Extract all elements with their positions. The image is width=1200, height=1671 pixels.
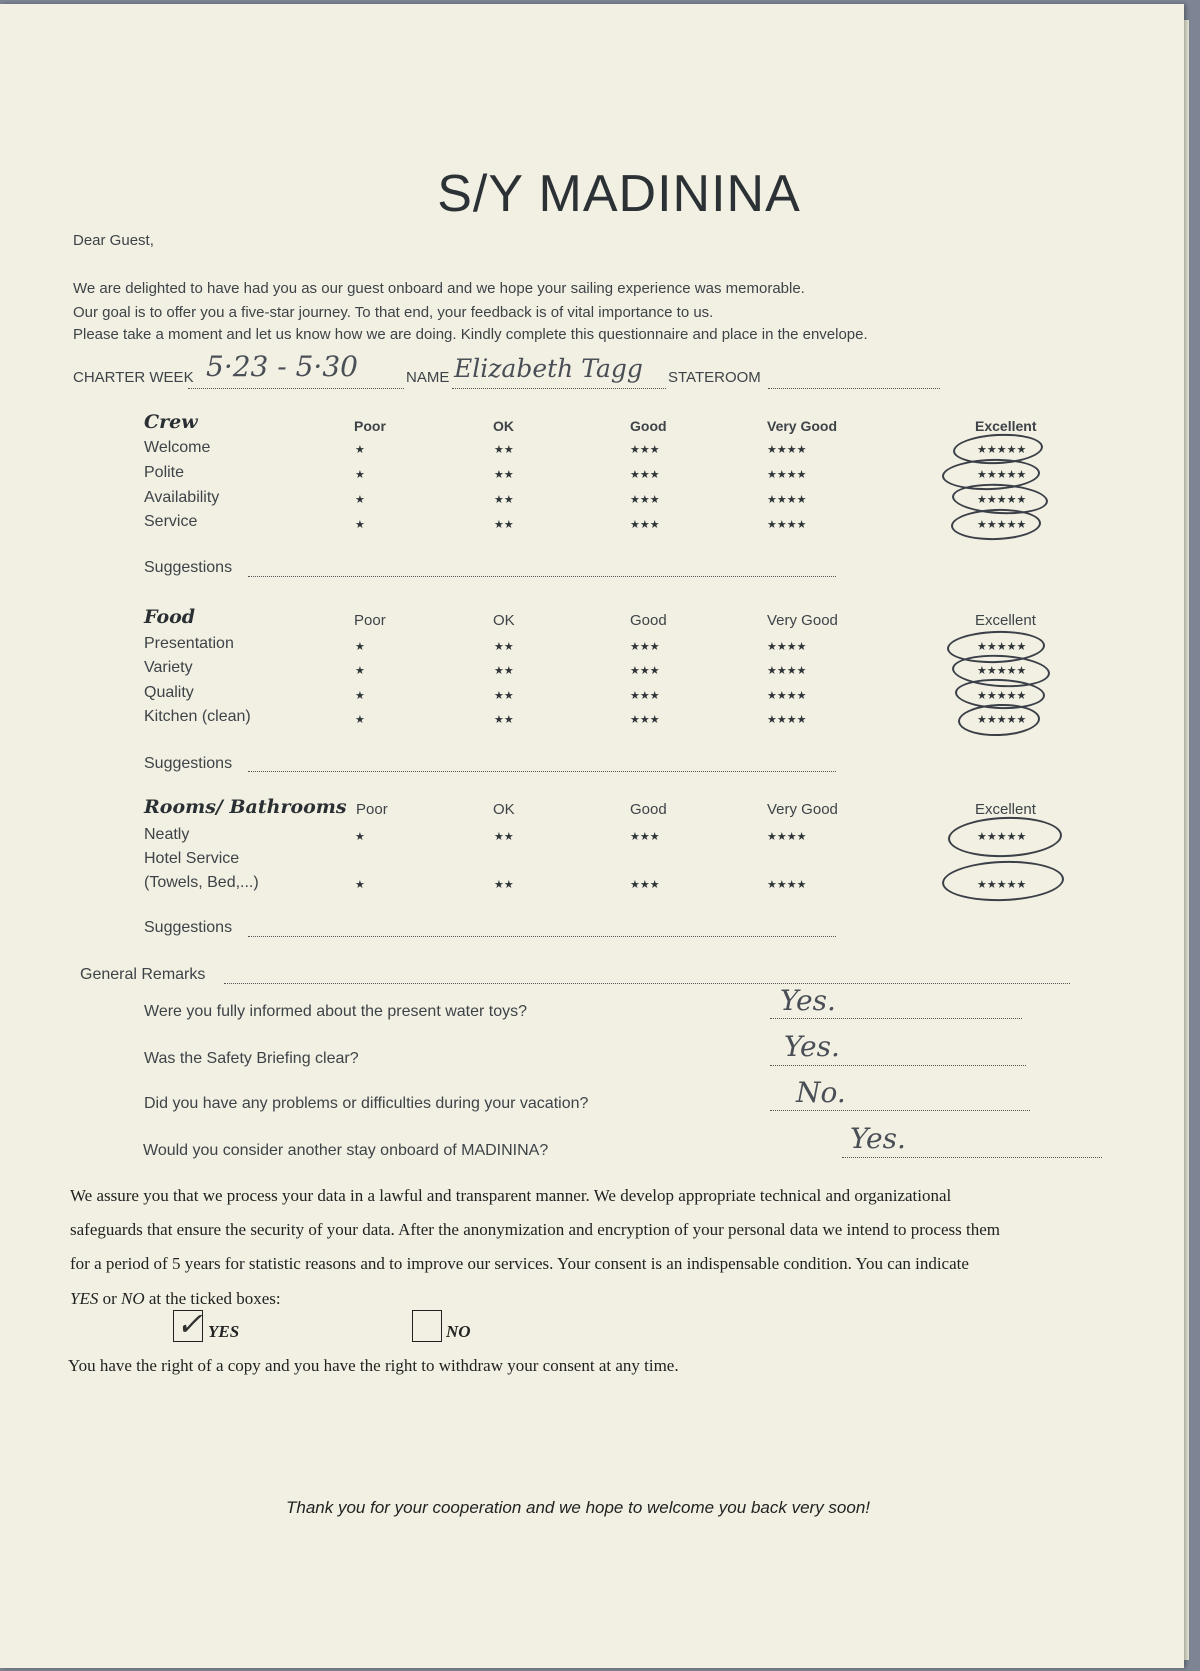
rating-option-ok[interactable]: ★★ <box>494 469 514 481</box>
rating-option-excellent[interactable]: ★★★★★ <box>977 444 1027 456</box>
rating-option-good[interactable]: ★★★ <box>630 641 660 653</box>
thanks-text: Thank you for your cooperation and we hope to welcome you back very soon! <box>286 1498 871 1517</box>
rating-option-excellent[interactable]: ★★★★★ <box>977 494 1027 506</box>
rating-option-excellent[interactable]: ★★★★★ <box>977 690 1027 702</box>
intro-line-3: Please take a moment and let us know how we are doing. Kindly complete this questionnaire and place in the envelope. <box>73 326 868 343</box>
rating-item-variety: Variety <box>144 659 193 676</box>
legal-line-4: YES or NO at the ticked boxes: <box>70 1289 281 1308</box>
col-head-good: Good <box>630 801 667 818</box>
rating-item-neatly: Neatly <box>144 826 190 843</box>
question-1: Were you fully informed about the present water toys? <box>144 1003 528 1020</box>
col-head-ok: OK <box>493 801 515 818</box>
rating-item-presentation: Presentation <box>144 635 234 652</box>
question-3: Did you have any problems or difficulties during your vacation? <box>144 1095 589 1112</box>
legal-line-2: safeguards that ensure the security of your data. After the anonymization and encryption of your personal data we intend to process them <box>70 1220 1000 1239</box>
col-head-very-good: Very Good <box>767 612 838 629</box>
intro-line-1: We are delighted to have had you as our guest onboard and we hope your sailing experience was memorable. <box>73 280 805 297</box>
rating-option-very-good[interactable]: ★★★★ <box>767 879 807 891</box>
intro-line-2: Our goal is to offer you a five-star journey. To that end, your feedback is of vital importance to us. <box>73 304 714 321</box>
rating-option-good[interactable]: ★★★ <box>630 879 660 891</box>
answer-2[interactable]: Yes. <box>784 1030 840 1063</box>
col-head-excellent: Excellent <box>975 612 1036 629</box>
rating-item-quality: Quality <box>144 684 194 701</box>
rating-option-ok[interactable]: ★★ <box>494 641 514 653</box>
rating-item-kitchen: Kitchen (clean) <box>144 708 251 725</box>
legal-line-1: We assure you that we process your data in a lawful and transparent manner. We develop appropriate technical and organizational <box>70 1186 952 1205</box>
rating-option-poor[interactable]: ★ <box>355 641 365 653</box>
section-title-food: Food <box>144 606 196 628</box>
stateroom-label: STATEROOM <box>668 369 761 386</box>
rating-option-good[interactable]: ★★★ <box>630 665 660 677</box>
greeting: Dear Guest, <box>73 232 154 249</box>
rating-item-service: Service <box>144 513 198 530</box>
consent-no-label: NO <box>446 1322 471 1341</box>
answer-4[interactable]: Yes. <box>850 1122 906 1155</box>
rating-item-welcome: Welcome <box>144 439 211 456</box>
rating-option-excellent[interactable]: ★★★★★ <box>977 665 1027 677</box>
col-head-very-good: Very Good <box>767 418 838 434</box>
rating-item-towels-bed: (Towels, Bed,...) <box>144 874 259 891</box>
col-head-poor: Poor <box>356 801 388 818</box>
rating-option-ok[interactable]: ★★ <box>494 714 514 726</box>
suggestions-label: Suggestions <box>144 755 233 772</box>
col-head-ok: OK <box>493 612 515 629</box>
rating-option-poor[interactable]: ★ <box>355 690 365 702</box>
consent-yes-checkbox[interactable] <box>173 1305 203 1343</box>
rating-option-excellent[interactable]: ★★★★★ <box>977 879 1027 891</box>
rating-option-poor[interactable]: ★ <box>355 831 365 843</box>
rating-option-excellent[interactable]: ★★★★★ <box>977 469 1027 481</box>
rating-option-excellent[interactable]: ★★★★★ <box>977 831 1027 843</box>
col-head-good: Good <box>630 612 667 629</box>
rating-option-very-good[interactable]: ★★★★ <box>767 444 807 456</box>
rating-option-very-good[interactable]: ★★★★ <box>767 690 807 702</box>
rating-option-good[interactable]: ★★★ <box>630 690 660 702</box>
rating-option-very-good[interactable]: ★★★★ <box>767 519 807 531</box>
rating-option-very-good[interactable]: ★★★★ <box>767 494 807 506</box>
rating-item-availability: Availability <box>144 489 220 506</box>
col-head-ok: OK <box>493 418 514 434</box>
rights-text: You have the right of a copy and you have the right to withdraw your consent at any time. <box>68 1356 679 1375</box>
rating-option-poor[interactable]: ★ <box>355 665 365 677</box>
rating-option-poor[interactable]: ★ <box>355 494 365 506</box>
rating-option-poor[interactable]: ★ <box>355 469 365 481</box>
answer-1[interactable]: Yes. <box>780 984 836 1017</box>
rating-option-very-good[interactable]: ★★★★ <box>767 665 807 677</box>
rating-option-good[interactable]: ★★★ <box>630 444 660 456</box>
rating-option-ok[interactable]: ★★ <box>494 444 514 456</box>
rating-option-excellent[interactable]: ★★★★★ <box>977 714 1027 726</box>
section-title-rooms: Rooms/ Bathrooms <box>144 796 347 818</box>
rating-option-good[interactable]: ★★★ <box>630 469 660 481</box>
col-head-very-good: Very Good <box>767 801 838 818</box>
rating-option-good[interactable]: ★★★ <box>630 494 660 506</box>
charter-week-field[interactable]: 5·23 - 5·30 <box>206 350 358 383</box>
suggestions-label: Suggestions <box>144 559 233 576</box>
rating-option-ok[interactable]: ★★ <box>494 494 514 506</box>
rating-option-poor[interactable]: ★ <box>355 444 365 456</box>
rating-option-poor[interactable]: ★ <box>355 879 365 891</box>
col-head-good: Good <box>630 418 667 434</box>
rating-option-excellent[interactable]: ★★★★★ <box>977 641 1027 653</box>
rating-option-ok[interactable]: ★★ <box>494 519 514 531</box>
question-2: Was the Safety Briefing clear? <box>144 1050 359 1067</box>
rating-option-very-good[interactable]: ★★★★ <box>767 714 807 726</box>
rating-option-ok[interactable]: ★★ <box>494 831 514 843</box>
rating-option-very-good[interactable]: ★★★★ <box>767 831 807 843</box>
rating-option-excellent[interactable]: ★★★★★ <box>977 519 1027 531</box>
answer-3[interactable]: No. <box>796 1076 846 1109</box>
legal-line-3: for a period of 5 years for statistic reasons and to improve our services. Your consent is an indispensable condition. You can indicate <box>70 1254 969 1273</box>
rating-item-polite: Polite <box>144 464 185 481</box>
rating-option-good[interactable]: ★★★ <box>630 519 660 531</box>
page-title: S/Y MADININA <box>437 165 801 223</box>
general-remarks-label: General Remarks <box>80 966 206 983</box>
col-head-poor: Poor <box>354 418 386 434</box>
rating-option-good[interactable]: ★★★ <box>630 831 660 843</box>
rating-item-hotel-service: Hotel Service <box>144 850 240 867</box>
check-mark-icon: ✓ <box>176 1305 203 1343</box>
col-head-excellent: Excellent <box>975 801 1036 818</box>
rating-option-ok[interactable]: ★★ <box>494 879 514 891</box>
selected-rating-circle <box>957 703 1040 738</box>
rating-option-poor[interactable]: ★ <box>355 519 365 531</box>
rating-option-very-good[interactable]: ★★★★ <box>767 469 807 481</box>
section-title-crew: Crew <box>144 411 198 433</box>
rating-option-good[interactable]: ★★★ <box>630 714 660 726</box>
charter-week-label: CHARTER WEEK <box>73 369 194 386</box>
rating-option-ok[interactable]: ★★ <box>494 665 514 677</box>
col-head-excellent: Excellent <box>975 418 1037 434</box>
rating-option-poor[interactable]: ★ <box>355 714 365 726</box>
name-label: NAME <box>406 369 450 386</box>
col-head-poor: Poor <box>354 612 386 629</box>
rating-option-very-good[interactable]: ★★★★ <box>767 641 807 653</box>
suggestions-label: Suggestions <box>144 919 233 936</box>
consent-no-checkbox[interactable] <box>412 1310 442 1342</box>
rating-option-ok[interactable]: ★★ <box>494 690 514 702</box>
selected-rating-circle <box>941 859 1064 903</box>
question-4: Would you consider another stay onboard of MADININA? <box>143 1142 549 1159</box>
selected-rating-circle <box>947 815 1062 859</box>
questionnaire-sheet <box>0 4 1184 1668</box>
name-field[interactable]: Elizabeth Tagg <box>454 354 643 383</box>
selected-rating-circle <box>950 507 1041 541</box>
consent-yes-label: YES <box>208 1322 240 1341</box>
